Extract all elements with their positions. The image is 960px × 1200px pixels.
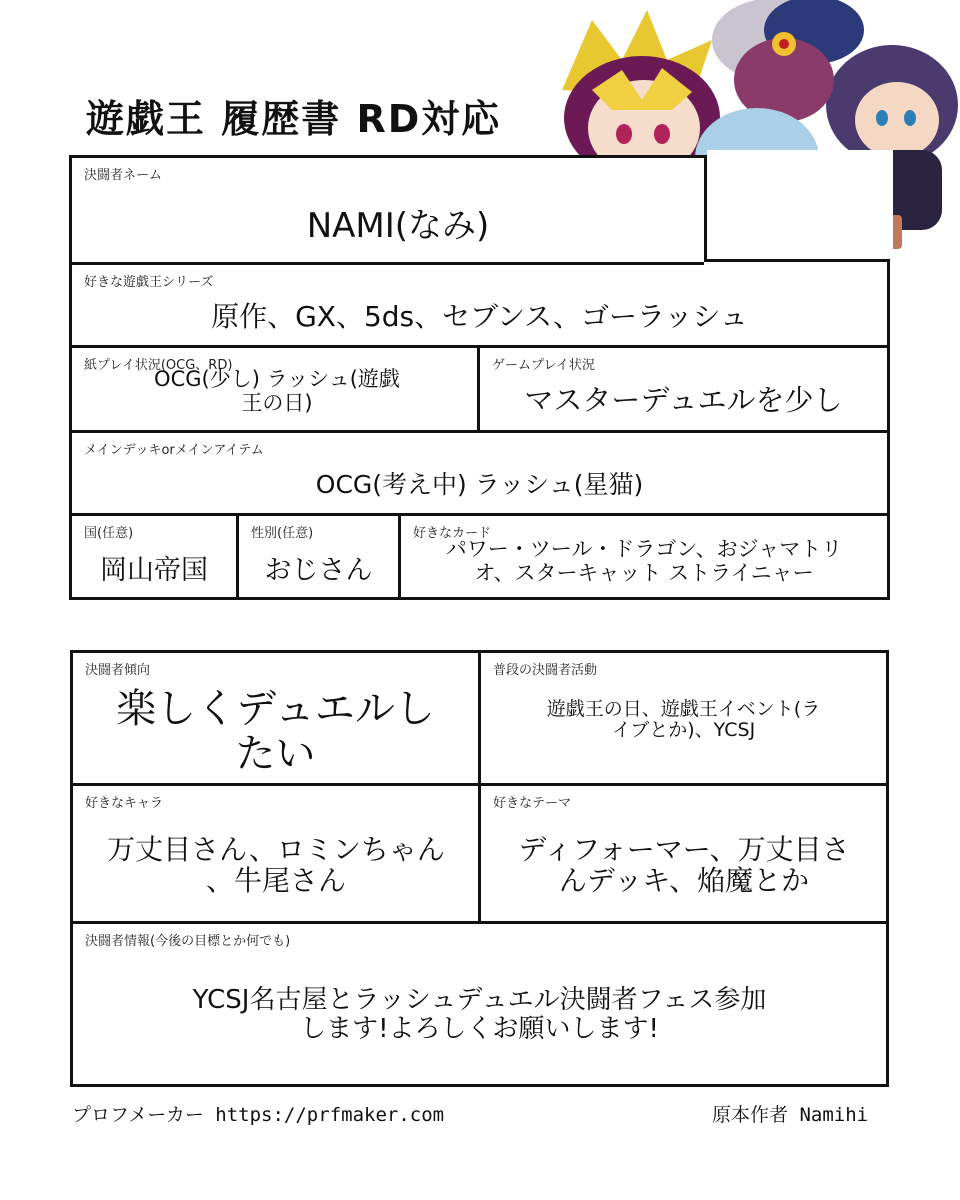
game-play-value: マスターデュエルを少し	[524, 383, 843, 417]
tendency-section	[73, 653, 478, 783]
favorite-card-label: 好きなカード	[413, 526, 492, 541]
favorite-card-section	[401, 516, 887, 597]
duelist-info-value: YCSJ名古屋とラッシュデュエル決闘者フェス参加 します!よろしくお願いします!	[192, 985, 767, 1045]
activity-section	[481, 653, 886, 783]
deck-label: メインデッキorメインアイテム	[84, 443, 264, 458]
series-label: 好きな遊戯王シリーズ	[84, 275, 214, 290]
country-value: 岡山帝国	[100, 555, 208, 586]
favorite-card-value: パワー・ツール・ドラゴン、おジャマトリ オ、スターキャット ストライニャー	[445, 537, 843, 585]
tendency-value: 楽しくデュエルし たい	[116, 686, 435, 777]
paper-play-section	[72, 348, 477, 430]
gender-value: おじさん	[264, 555, 373, 586]
country-section	[72, 516, 236, 597]
gender-label: 性別(任意)	[251, 526, 314, 541]
name-value: NAMI(なみ)	[306, 206, 490, 246]
page-title: 遊戯王 履歴書 RD対応	[86, 97, 502, 141]
game-play-label: ゲームプレイ状況	[492, 358, 595, 373]
country-label: 国(任意)	[84, 526, 134, 541]
favorite-theme-value: ディフォーマー、万丈目さ んデッキ、焔魔とか	[518, 833, 850, 898]
name-section	[72, 158, 704, 262]
activity-label: 普段の決闘者活動	[493, 663, 598, 678]
series-section	[72, 265, 887, 345]
paper-play-label: 紙プレイ状況(OCG、RD)	[84, 358, 233, 373]
activity-value: 遊戯王の日、遊戯王イベント(ラ イブとか)、YCSJ	[546, 698, 821, 742]
deck-section	[72, 433, 887, 513]
favorite-chara-section	[73, 786, 478, 921]
gender-section	[239, 516, 398, 597]
name-label: 決闘者ネーム	[84, 168, 163, 183]
favorite-chara-value: 万丈目さん、ロミンちゃん 、牛尾さん	[107, 833, 445, 898]
favorite-theme-section	[481, 786, 886, 921]
duelist-info-label: 決闘者情報(今後の目標とか何でも)	[85, 934, 291, 949]
tendency-label: 決闘者傾向	[85, 663, 151, 678]
author-credit: 原本作者 Namihi	[712, 1104, 869, 1126]
favorite-chara-label: 好きなキャラ	[85, 796, 164, 811]
game-play-section	[480, 348, 887, 430]
favorite-theme-label: 好きなテーマ	[493, 796, 572, 811]
paper-play-value: OCG(少し) ラッシュ(遊戯 王の日)	[154, 367, 400, 415]
maker-credit: プロフメーカー https://prfmaker.com	[72, 1104, 445, 1126]
series-value: 原作、GX、5ds、セブンス、ゴーラッシュ	[211, 300, 748, 333]
duelist-info-section	[73, 924, 886, 1084]
deck-value: OCG(考え中) ラッシュ(星猫)	[315, 470, 644, 499]
